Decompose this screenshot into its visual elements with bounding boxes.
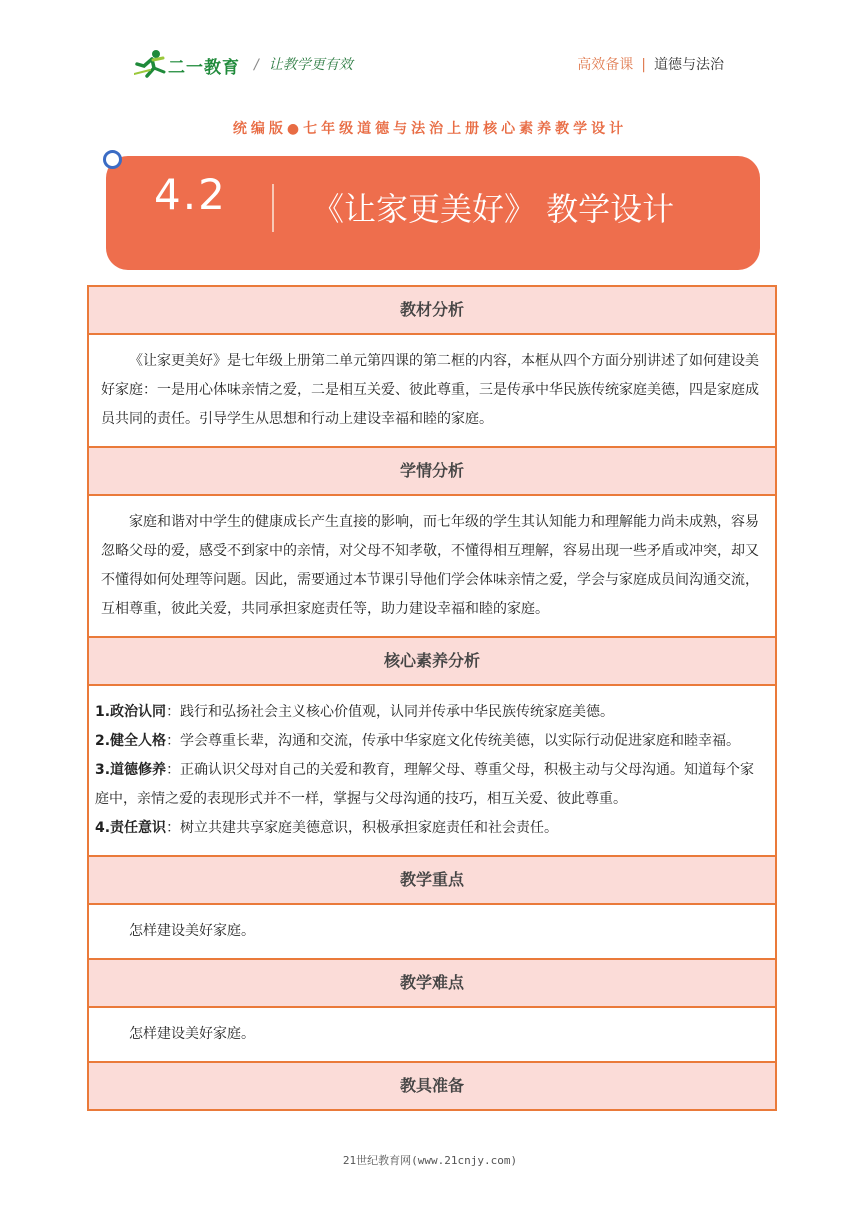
section-heading-tools: 教具准备 bbox=[89, 1063, 775, 1109]
slogan bbox=[254, 54, 353, 74]
banner-dot bbox=[103, 150, 122, 169]
category-separator: | bbox=[641, 57, 646, 73]
section-body-core bbox=[89, 686, 775, 857]
difficult-text: 怎样建设美好家庭。 bbox=[129, 1026, 255, 1042]
core-item bbox=[95, 756, 761, 814]
material-text: 《让家更美好》是七年级上册第二单元第四课的第二框的内容，本框从四个方面分别讲述了如何建设美好家庭：一是用心体味亲情之爱，二是相互关爱、彼此尊重，三是传承中华民族传统家庭美德，四是家庭成员共同的责任。引导学生从思想和行动上建设幸福和睦的家庭。 bbox=[101, 353, 759, 427]
series-title: 统编版●七年级道德与法治上册核心素养教学设计 bbox=[232, 121, 628, 137]
core-item-text: ：正确认识父母对自己的关爱和教育，理解父母、尊重父母，积极主动与父母沟通。知道每个家庭中，亲情之爱的表现形式并不一样，掌握与父母沟通的技巧，相互关爱、彼此尊重。 bbox=[95, 762, 755, 807]
section-heading-key: 教学重点 bbox=[89, 857, 775, 905]
section-heading-learner: 学情分析 bbox=[89, 448, 775, 496]
section-body-key bbox=[89, 905, 775, 960]
banner-divider bbox=[272, 184, 274, 232]
core-item bbox=[95, 698, 761, 727]
core-item-text: ：学会尊重长辈，沟通和交流，传承中华家庭文化传统美德，以实际行动促进家庭和睦幸福。 bbox=[166, 733, 741, 749]
logo bbox=[134, 48, 254, 80]
section-body-material bbox=[89, 335, 775, 448]
header-category bbox=[577, 54, 724, 74]
subject-label: 道德与法治 bbox=[654, 57, 724, 73]
section-heading-core: 核心素养分析 bbox=[89, 638, 775, 686]
core-item-text: ：践行和弘扬社会主义核心价值观，认同并传承中华民族传统家庭美德。 bbox=[166, 704, 615, 720]
category-label: 高效备课 bbox=[577, 57, 634, 73]
key-text: 怎样建设美好家庭。 bbox=[129, 923, 255, 939]
title-banner bbox=[106, 156, 760, 270]
core-item-label: 4.责任意识 bbox=[95, 820, 167, 836]
core-item-label: 1.政治认同 bbox=[95, 704, 167, 720]
section-heading-material: 教材分析 bbox=[89, 287, 775, 335]
core-item bbox=[95, 727, 761, 756]
learner-text: 家庭和谐对中学生的健康成长产生直接的影响，而七年级的学生其认知能力和理解能力尚未成熟，容易忽略父母的爱，感受不到家中的亲情，对父母不知孝敬，不懂得相互理解，容易出现一些矛盾或冲突，却又不懂得如何处理等问题。因此，需要通过本节课引导他们学会体味亲情之爱，学会与家庭成员间沟通交流，互相尊重，彼此关爱，共同承担家庭责任等，助力建设幸福和睦的家庭。 bbox=[101, 514, 759, 617]
lesson-number: 4.2 bbox=[154, 170, 227, 219]
page-header bbox=[0, 0, 860, 90]
page-footer: 21世纪教育网(www.21cnjy.com) bbox=[342, 1154, 518, 1167]
slogan-text: 让教学更有效 bbox=[268, 57, 353, 73]
core-item-label: 2.健全人格 bbox=[95, 733, 167, 749]
core-item-label: 3.道德修养 bbox=[95, 762, 167, 778]
section-body-difficult bbox=[89, 1008, 775, 1063]
lesson-title: 《让家更美好》 教学设计 bbox=[312, 190, 675, 228]
slogan-separator: / bbox=[254, 57, 259, 73]
section-body-learner bbox=[89, 496, 775, 638]
design-table bbox=[87, 285, 777, 1111]
logo-text: 二一教育 bbox=[168, 58, 240, 78]
section-heading-difficult: 教学难点 bbox=[89, 960, 775, 1008]
core-item-text: ：树立共建共享家庭美德意识，积极承担家庭责任和社会责任。 bbox=[166, 820, 559, 836]
core-item bbox=[95, 814, 761, 843]
running-figure-icon bbox=[134, 48, 168, 78]
